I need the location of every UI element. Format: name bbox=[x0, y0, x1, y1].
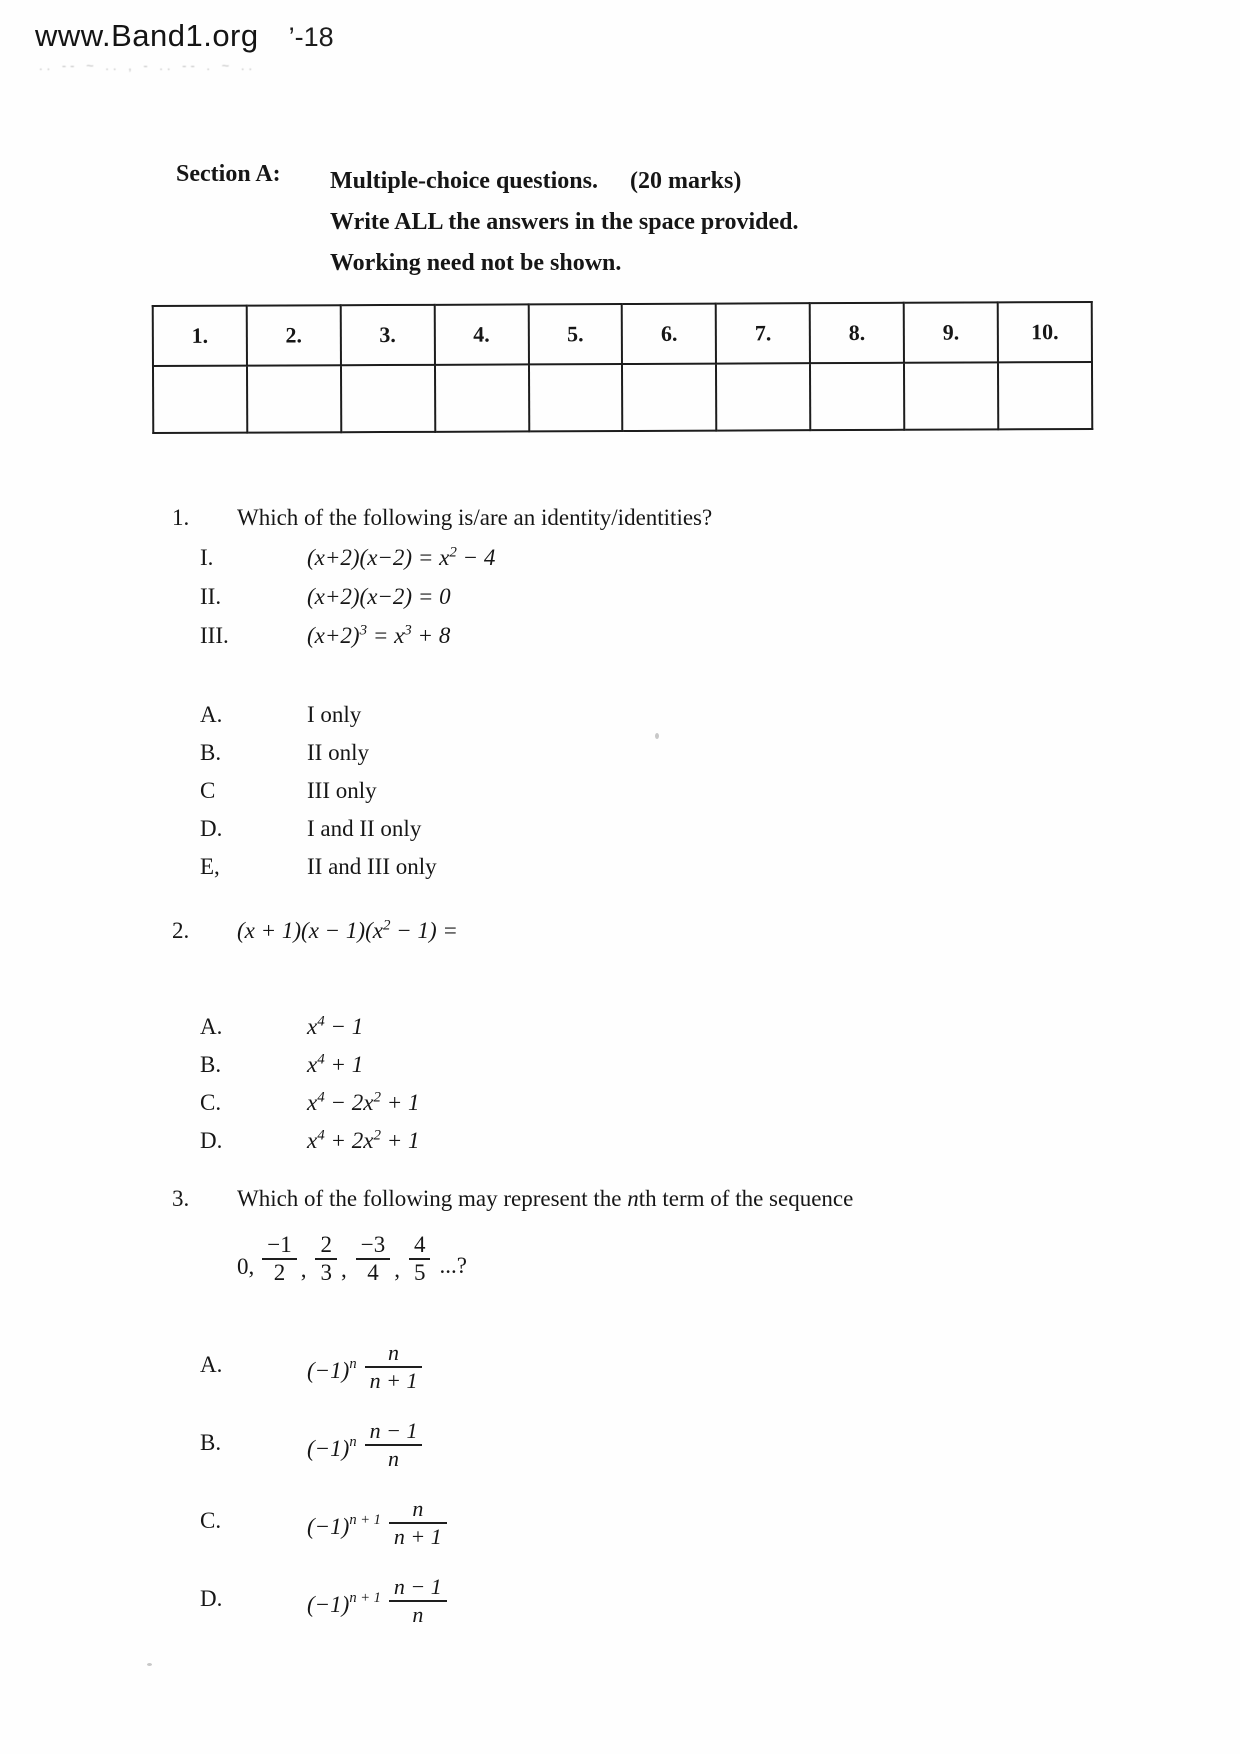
option-text: I and II only bbox=[307, 816, 422, 841]
formula-exponent: n + 1 bbox=[349, 1590, 381, 1606]
answer-grid-header-cell: 6. bbox=[622, 304, 716, 364]
statement-row-1 bbox=[172, 545, 712, 584]
formula-part: − 1 bbox=[324, 1014, 364, 1039]
option-text: II only bbox=[307, 740, 369, 765]
answer-cell bbox=[622, 364, 716, 431]
option-row-b bbox=[172, 1052, 458, 1090]
option-formula bbox=[307, 1090, 419, 1116]
answer-cell bbox=[998, 362, 1092, 429]
scan-artifact-marks: .. -- ~ .​. , - .. -- . ~ .. bbox=[39, 58, 257, 73]
question-2-stem bbox=[172, 918, 458, 958]
answer-grid-header-cell: 2. bbox=[247, 305, 341, 365]
answer-cell bbox=[247, 365, 341, 432]
option-label: B. bbox=[200, 1430, 222, 1455]
question-number: 3. bbox=[172, 1186, 190, 1211]
formula-part: (−1) bbox=[307, 1592, 350, 1617]
section-marks: (20 marks) bbox=[630, 168, 742, 194]
formula-exponent: 3 bbox=[404, 622, 412, 639]
answer-cell bbox=[716, 363, 810, 430]
option-formula bbox=[307, 1574, 450, 1628]
fraction bbox=[262, 1232, 296, 1286]
option-formula bbox=[307, 1340, 425, 1394]
formula-part: (−1) bbox=[307, 1514, 350, 1539]
option-row-d bbox=[172, 1562, 853, 1640]
section-title-line bbox=[330, 161, 798, 202]
option-text: II and III only bbox=[307, 854, 437, 879]
formula-exponent: 3 bbox=[359, 622, 368, 639]
option-label: D. bbox=[200, 1128, 223, 1153]
power-base bbox=[307, 1592, 381, 1618]
fraction-denominator: 4 bbox=[367, 1260, 379, 1285]
fraction-numerator: −1 bbox=[267, 1232, 292, 1257]
option-row-a bbox=[172, 1328, 853, 1406]
option-label: B. bbox=[200, 1052, 222, 1077]
section-header bbox=[176, 161, 798, 284]
scan-speck bbox=[147, 1663, 152, 1666]
formula-exponent: 2 bbox=[373, 1089, 381, 1106]
option-row-d bbox=[172, 1128, 458, 1166]
option-label: E, bbox=[200, 854, 220, 879]
answer-grid-header-cell: 3. bbox=[341, 305, 435, 365]
question-number: 1. bbox=[172, 505, 190, 530]
formula-part: = x bbox=[367, 623, 405, 648]
fraction-numerator: n bbox=[388, 1340, 400, 1365]
fraction-numerator: n bbox=[412, 1496, 424, 1521]
statement-row-2 bbox=[172, 584, 712, 623]
option-row-a bbox=[172, 1014, 458, 1052]
sequence-separator: , bbox=[394, 1257, 400, 1282]
fraction-denominator: n + 1 bbox=[393, 1524, 442, 1549]
scan-speck bbox=[655, 733, 659, 739]
statement-formula bbox=[307, 584, 451, 610]
option-text: III only bbox=[307, 778, 377, 803]
power-base bbox=[307, 1436, 357, 1462]
formula-exponent: 4 bbox=[317, 1013, 325, 1030]
formula-part: x bbox=[307, 1128, 318, 1153]
formula-part: + 1 bbox=[324, 1052, 364, 1077]
formula-exponent: 2 bbox=[373, 1127, 381, 1144]
formula-exponent: 2 bbox=[449, 544, 457, 561]
statement-formula bbox=[307, 545, 495, 571]
statement-label: III. bbox=[200, 623, 229, 648]
question-text-part: th term of the sequence bbox=[638, 1186, 854, 1211]
answer-grid-header-cell: 4. bbox=[434, 304, 528, 364]
formula-exponent: 4 bbox=[317, 1051, 325, 1068]
sequence-prefix: 0, bbox=[237, 1254, 255, 1279]
question-3 bbox=[172, 1186, 853, 1640]
option-label: A. bbox=[200, 1014, 223, 1039]
answer-cell bbox=[153, 366, 247, 433]
option-row-a bbox=[172, 702, 712, 740]
formula-part: + 8 bbox=[411, 623, 451, 648]
question-1 bbox=[172, 505, 712, 892]
statement-row-3 bbox=[172, 623, 712, 662]
question-text-part: Which of the following may represent the bbox=[237, 1186, 628, 1211]
formula-exponent: n bbox=[349, 1434, 357, 1450]
fraction-denominator: n bbox=[388, 1446, 400, 1471]
fraction bbox=[365, 1340, 423, 1394]
fraction bbox=[315, 1232, 337, 1286]
formula-part: x bbox=[307, 1052, 318, 1077]
option-formula bbox=[307, 1052, 363, 1078]
answer-grid-header-row bbox=[153, 302, 1092, 366]
fraction-denominator: n + 1 bbox=[369, 1368, 418, 1393]
option-row-d bbox=[172, 816, 712, 854]
option-label: D. bbox=[200, 816, 223, 841]
fraction bbox=[356, 1232, 390, 1286]
section-label: Section A: bbox=[176, 161, 281, 187]
statement-label: I. bbox=[200, 545, 214, 570]
option-row-e bbox=[172, 854, 712, 892]
formula-part: − 2x bbox=[324, 1090, 374, 1115]
option-label: A. bbox=[200, 702, 223, 727]
question-text: Which of the following is/are an identity/identities? bbox=[237, 505, 713, 530]
formula-part: + 1 bbox=[380, 1128, 420, 1153]
fraction-numerator: −3 bbox=[360, 1232, 386, 1257]
option-row-c bbox=[172, 778, 712, 816]
sequence-separator: , bbox=[300, 1257, 307, 1282]
section-instructions bbox=[330, 161, 798, 284]
question-1-stem bbox=[172, 505, 712, 545]
answer-grid-blank-row bbox=[153, 362, 1092, 433]
option-row-c bbox=[172, 1090, 458, 1128]
formula-exponent: 4 bbox=[317, 1127, 325, 1144]
question-3-stem bbox=[172, 1186, 853, 1226]
formula-part: + 1 bbox=[380, 1090, 420, 1115]
sequence-separator: , bbox=[340, 1257, 347, 1282]
option-label: C bbox=[200, 778, 216, 803]
sequence-row bbox=[237, 1226, 853, 1292]
fraction-denominator: 5 bbox=[413, 1260, 426, 1285]
formula-part: x bbox=[307, 1014, 318, 1039]
question-number: 2. bbox=[172, 918, 190, 943]
answer-cell bbox=[435, 364, 529, 431]
formula-exponent: 2 bbox=[382, 917, 391, 934]
formula-part: − 4 bbox=[456, 545, 496, 570]
formula-part: (−1) bbox=[307, 1436, 350, 1461]
option-label: A. bbox=[200, 1352, 223, 1377]
formula-part: x bbox=[307, 1090, 318, 1115]
option-formula bbox=[307, 1014, 363, 1040]
option-row-b bbox=[172, 1406, 853, 1484]
answer-grid-header-cell: 1. bbox=[153, 306, 247, 366]
fraction-numerator: n − 1 bbox=[369, 1418, 418, 1443]
power-base bbox=[307, 1514, 381, 1540]
option-formula bbox=[307, 1128, 419, 1154]
site-url: www.Band1.org bbox=[35, 18, 259, 53]
answer-cell bbox=[529, 364, 623, 431]
option-label: C. bbox=[200, 1508, 222, 1533]
formula-part: (x + 1)(x − 1)(x bbox=[237, 918, 383, 943]
site-watermark bbox=[35, 18, 334, 73]
fraction-denominator: 2 bbox=[273, 1260, 286, 1285]
question-text bbox=[237, 1186, 853, 1212]
option-formula bbox=[307, 1496, 450, 1550]
section-instruction-2: Working need not be shown. bbox=[330, 250, 622, 276]
fraction-numerator: 4 bbox=[413, 1232, 426, 1257]
question-2 bbox=[172, 918, 458, 1166]
answer-grid bbox=[152, 301, 1094, 434]
sequence-suffix: ...? bbox=[439, 1253, 467, 1278]
answer-grid-header-cell: 9. bbox=[904, 302, 998, 362]
formula-part: + 2x bbox=[324, 1128, 374, 1153]
fraction-numerator: n − 1 bbox=[393, 1574, 442, 1599]
formula-part: (x+2) bbox=[307, 623, 360, 648]
answer-grid-header-cell: 5. bbox=[528, 304, 622, 364]
formula-part: (x+2)(x−2) = 0 bbox=[307, 584, 451, 609]
option-row-c bbox=[172, 1484, 853, 1562]
fraction bbox=[365, 1418, 423, 1472]
section-instruction-1: Write ALL the answers in the space provided. bbox=[330, 209, 799, 235]
fraction-denominator: n bbox=[412, 1602, 424, 1627]
answer-cell bbox=[904, 362, 998, 429]
option-formula bbox=[307, 1418, 425, 1472]
statement-label: II. bbox=[200, 584, 222, 609]
fraction bbox=[409, 1232, 431, 1286]
fraction-numerator: 2 bbox=[320, 1232, 332, 1257]
answer-grid-header-cell: 8. bbox=[810, 303, 904, 363]
option-text: I only bbox=[307, 702, 362, 727]
question-formula bbox=[237, 918, 458, 944]
formula-part: (x+2)(x−2) = x bbox=[307, 545, 450, 570]
formula-exponent: 4 bbox=[317, 1089, 325, 1106]
question-text-variable: n bbox=[627, 1186, 639, 1211]
answer-cell bbox=[341, 365, 435, 432]
formula-part: (−1) bbox=[307, 1358, 350, 1383]
fraction-denominator: 3 bbox=[320, 1260, 332, 1285]
formula-exponent: n bbox=[349, 1356, 357, 1372]
power-base bbox=[307, 1358, 357, 1384]
section-title: Multiple-choice questions. bbox=[330, 168, 598, 194]
header-note: ’-18 bbox=[288, 22, 334, 52]
option-label: C. bbox=[200, 1090, 222, 1115]
fraction bbox=[389, 1496, 447, 1550]
option-row-b bbox=[172, 740, 712, 778]
fraction bbox=[389, 1574, 447, 1628]
answer-grid-header-cell: 10. bbox=[998, 302, 1092, 362]
formula-exponent: n + 1 bbox=[349, 1512, 381, 1528]
answer-cell bbox=[810, 363, 904, 430]
option-label: D. bbox=[200, 1586, 223, 1611]
statement-formula bbox=[307, 623, 450, 649]
answer-grid-header-cell: 7. bbox=[716, 303, 810, 363]
formula-part: − 1) = bbox=[390, 918, 458, 943]
option-label: B. bbox=[200, 740, 222, 765]
